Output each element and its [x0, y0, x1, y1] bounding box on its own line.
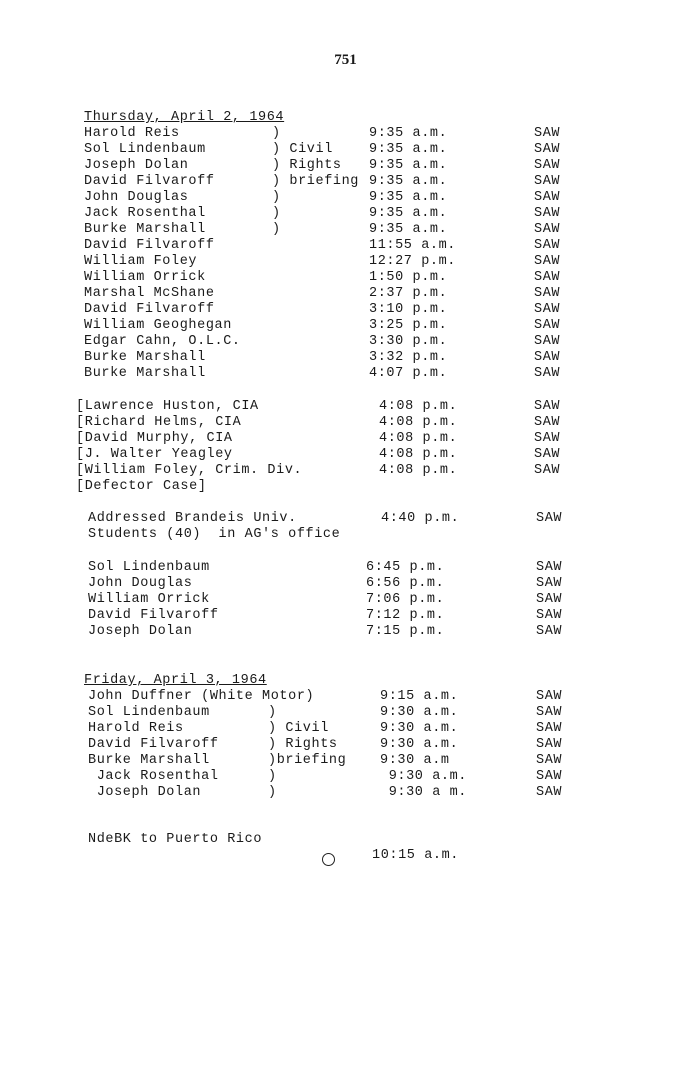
- entry-name: Joseph Dolan: [88, 624, 193, 639]
- log-entry: [84, 190, 604, 206]
- entry-time: 3:10 p.m.: [369, 302, 448, 317]
- log-entry: [84, 334, 604, 350]
- entry-initials: SAW: [534, 366, 561, 381]
- entry-name: Sol Lindenbaum: [84, 142, 206, 157]
- log-entry: [84, 705, 604, 721]
- entry-initials: SAW: [536, 608, 563, 623]
- log-entry: [84, 753, 604, 769]
- log-entry: [84, 238, 604, 254]
- entry-time: 9:30 a.m.: [380, 769, 468, 784]
- entry-time: 3:25 p.m.: [369, 318, 448, 333]
- entry-name: David Filvaroff: [84, 174, 215, 189]
- entry-name: John Douglas: [88, 576, 193, 591]
- entry-name: [J. Walter Yeagley: [76, 447, 233, 462]
- closing-entry: [84, 816, 604, 863]
- entry-name: Sol Lindenbaum: [88, 560, 210, 575]
- log-entry: [84, 318, 604, 334]
- log-entry: [84, 624, 604, 640]
- entry-time: 12:27 p.m.: [369, 254, 457, 269]
- entry-time: 9:15 a.m.: [380, 689, 459, 704]
- entry-initials: SAW: [534, 399, 561, 414]
- entry-name: David Filvaroff: [84, 238, 215, 253]
- entry-name: Students (40) in AG's office: [88, 527, 341, 542]
- entry-initials: SAW: [536, 721, 563, 736]
- entry-time: 7:06 p.m.: [366, 592, 445, 607]
- entry-note: ) Civil: [268, 721, 329, 736]
- log-entry: [84, 254, 604, 270]
- entry-name: Sol Lindenbaum: [88, 705, 210, 720]
- entry-name: William Orrick: [88, 592, 210, 607]
- entry-initials: SAW: [534, 270, 561, 285]
- log-entry: [84, 142, 604, 158]
- entry-time: 7:12 p.m.: [366, 608, 445, 623]
- entry-time: 4:08 p.m.: [379, 447, 458, 462]
- entry-time: 9:30 a.m.: [380, 721, 459, 736]
- entry-name: David Filvaroff: [84, 302, 215, 317]
- entry-initials: SAW: [536, 769, 563, 784]
- log-entry: [84, 527, 604, 543]
- entry-initials: SAW: [534, 222, 561, 237]
- log-entry: [76, 447, 596, 463]
- entry-initials: SAW: [534, 190, 561, 205]
- entry-name: Jack Rosenthal: [84, 206, 206, 221]
- log-entry: [84, 126, 604, 142]
- log-entry: [76, 399, 596, 415]
- entry-name: Joseph Dolan: [84, 158, 189, 173]
- entry-name: Burke Marshall: [84, 222, 206, 237]
- entry-note: ): [268, 785, 277, 800]
- entry-time: 4:08 p.m.: [379, 463, 458, 478]
- entry-name: [David Murphy, CIA: [76, 431, 233, 446]
- entry-name: John Duffner (White Motor): [88, 689, 315, 704]
- log-entry: [84, 592, 604, 608]
- page-number: 751: [334, 52, 357, 68]
- friday-section: [84, 673, 604, 863]
- brandeis-group: [84, 511, 604, 543]
- entry-text: NdeBK to Puerto Rico: [88, 832, 263, 847]
- entry-time: 10:15 a.m.: [372, 848, 460, 863]
- entry-name: Harold Reis: [88, 721, 184, 736]
- entry-time: 4:08 p.m.: [379, 399, 458, 414]
- entry-initials: SAW: [534, 142, 561, 157]
- entry-note: ) Rights: [268, 737, 338, 752]
- entry-note: ) Rights: [272, 158, 342, 173]
- entry-name: [William Foley, Crim. Div.: [76, 463, 303, 478]
- entry-initials: SAW: [534, 350, 561, 365]
- entry-name: [Lawrence Huston, CIA: [76, 399, 259, 414]
- briefing-group: [84, 126, 604, 382]
- entry-initials: SAW: [534, 254, 561, 269]
- entry-time: 4:07 p.m.: [369, 366, 448, 381]
- entry-note: ) Civil: [272, 142, 333, 157]
- entry-initials: SAW: [536, 737, 563, 752]
- log-entry: [76, 431, 596, 447]
- entry-time: 9:35 a.m.: [369, 222, 448, 237]
- entry-note: ): [272, 222, 281, 237]
- entry-time: 6:56 p.m.: [366, 576, 445, 591]
- entry-name: Harold Reis: [84, 126, 180, 141]
- log-entry: [84, 689, 604, 705]
- entry-note: ): [272, 206, 281, 221]
- log-entry: [84, 366, 604, 382]
- log-entry: [84, 785, 604, 801]
- entry-time: 2:37 p.m.: [369, 286, 448, 301]
- entry-time: 4:08 p.m.: [379, 415, 458, 430]
- log-entry: [76, 479, 596, 495]
- entry-initials: SAW: [536, 785, 563, 800]
- entry-initials: SAW: [536, 560, 563, 575]
- entry-initials: SAW: [536, 576, 563, 591]
- entry-initials: SAW: [534, 238, 561, 253]
- entry-name: William Orrick: [84, 270, 206, 285]
- entry-note: ): [268, 705, 277, 720]
- log-entry: [76, 463, 596, 479]
- entry-time: 3:32 p.m.: [369, 350, 448, 365]
- log-entry: [84, 576, 604, 592]
- entry-time: 4:40 p.m.: [381, 511, 460, 526]
- entry-time: 11:55 a.m.: [369, 238, 457, 253]
- entry-name: Marshal McShane: [84, 286, 215, 301]
- entry-time: 9:35 a.m.: [369, 158, 448, 173]
- log-entry: [84, 737, 604, 753]
- entry-initials: SAW: [536, 592, 563, 607]
- log-entry: [84, 222, 604, 238]
- evening-group: [84, 560, 604, 640]
- entry-name: David Filvaroff: [88, 608, 219, 623]
- entry-initials: SAW: [534, 463, 561, 478]
- entry-name: Burke Marshall: [84, 366, 206, 381]
- day-heading: Thursday, April 2, 1964: [84, 110, 285, 125]
- entry-initials: SAW: [534, 334, 561, 349]
- entry-initials: SAW: [534, 206, 561, 221]
- entry-note: )briefing: [268, 753, 347, 768]
- log-entry: [84, 206, 604, 222]
- entry-time: 9:30 a.m.: [380, 737, 459, 752]
- entry-name: David Filvaroff: [88, 737, 219, 752]
- log-entry: [84, 174, 604, 190]
- entry-time: 9:35 a.m.: [369, 174, 448, 189]
- entry-name: William Foley: [84, 254, 198, 269]
- entry-name: William Geoghegan: [84, 318, 232, 333]
- cia-group: [76, 399, 596, 495]
- entry-initials: SAW: [536, 753, 563, 768]
- log-entry: [84, 721, 604, 737]
- entry-time: 9:35 a.m.: [369, 142, 448, 157]
- log-entry: [84, 608, 604, 624]
- entry-name: Burke Marshall: [84, 350, 206, 365]
- entry-time: 6:45 p.m.: [366, 560, 445, 575]
- entry-note: ): [272, 126, 281, 141]
- entry-initials: SAW: [534, 174, 561, 189]
- entry-name: Jack Rosenthal: [88, 769, 219, 784]
- entry-initials: SAW: [536, 705, 563, 720]
- entry-initials: SAW: [536, 511, 563, 526]
- log-entry: [84, 560, 604, 576]
- day-heading: Friday, April 3, 1964: [84, 673, 267, 688]
- circle-mark: [322, 853, 335, 866]
- log-entry: [84, 350, 604, 366]
- log-entry: [84, 270, 604, 286]
- entry-initials: SAW: [534, 318, 561, 333]
- entry-initials: SAW: [534, 431, 561, 446]
- entry-initials: SAW: [536, 689, 563, 704]
- entry-name: Joseph Dolan: [88, 785, 202, 800]
- entry-time: 3:30 p.m.: [369, 334, 448, 349]
- entry-time: 9:35 a.m.: [369, 190, 448, 205]
- log-entry: [84, 511, 604, 527]
- entry-time: 1:50 p.m.: [369, 270, 448, 285]
- entry-name: Burke Marshall: [88, 753, 210, 768]
- entry-note: ) briefing: [272, 174, 360, 189]
- entry-name: Edgar Cahn, O.L.C.: [84, 334, 241, 349]
- entry-initials: SAW: [534, 447, 561, 462]
- entry-time: 4:08 p.m.: [379, 431, 458, 446]
- entry-initials: SAW: [534, 286, 561, 301]
- entry-note: ): [272, 190, 281, 205]
- entry-initials: SAW: [534, 302, 561, 317]
- entry-initials: SAW: [534, 126, 561, 141]
- entry-time: 7:15 p.m.: [366, 624, 445, 639]
- entry-time: 9:30 a.m: [380, 753, 450, 768]
- entry-name: Addressed Brandeis Univ.: [88, 511, 297, 526]
- entry-name: [Defector Case]: [76, 479, 207, 494]
- entry-name: [Richard Helms, CIA: [76, 415, 242, 430]
- entry-time: 9:35 a.m.: [369, 206, 448, 221]
- entry-name: John Douglas: [84, 190, 189, 205]
- entry-initials: SAW: [534, 158, 561, 173]
- thursday-section: [84, 110, 604, 382]
- log-entry: [84, 769, 604, 785]
- entry-time: 9:35 a.m.: [369, 126, 448, 141]
- log-entry: [76, 415, 596, 431]
- entry-time: 9:30 a m.: [380, 785, 468, 800]
- entry-time: 9:30 a.m.: [380, 705, 459, 720]
- entry-note: ): [268, 769, 277, 784]
- entry-initials: SAW: [534, 415, 561, 430]
- log-entry: [84, 286, 604, 302]
- entry-initials: SAW: [536, 624, 563, 639]
- log-entry: [84, 302, 604, 318]
- log-entry: [84, 158, 604, 174]
